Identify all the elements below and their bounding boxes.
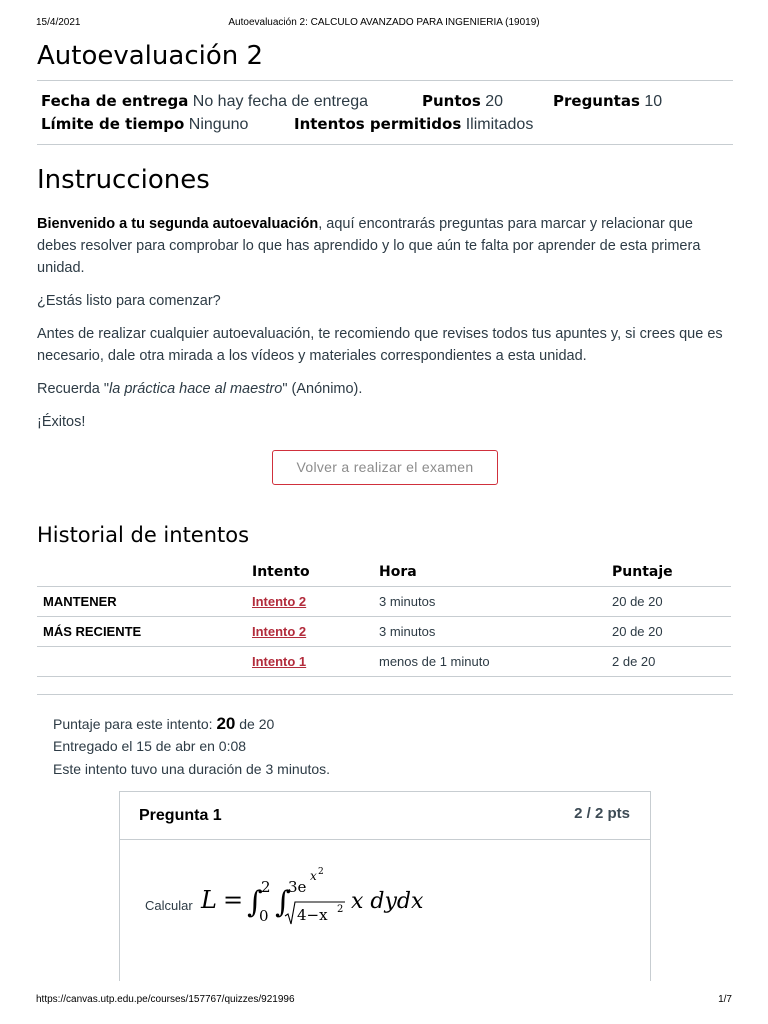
table-header-row bbox=[37, 558, 731, 586]
outer-upper-limit: 2 bbox=[260, 878, 271, 896]
formula-lhs: L bbox=[200, 886, 217, 914]
inner-lower-exponent: 2 bbox=[336, 904, 344, 915]
questions bbox=[553, 90, 662, 113]
retake-button-wrap bbox=[37, 450, 733, 485]
attempt-label: MÁS RECIENTE bbox=[37, 616, 246, 646]
points-label: Puntos bbox=[422, 92, 481, 110]
questions-value: 10 bbox=[644, 93, 663, 110]
instructions-heading: Instrucciones bbox=[37, 165, 210, 195]
formula-integrand: x dydx bbox=[350, 889, 424, 914]
attempt-history-table bbox=[37, 558, 731, 677]
score-suffix: de 20 bbox=[239, 715, 275, 732]
instructions-paragraph bbox=[37, 213, 733, 279]
allowed-attempts-value: Ilimitados bbox=[465, 116, 534, 133]
question-body bbox=[120, 840, 650, 932]
time-limit-label: Límite de tiempo bbox=[41, 115, 185, 133]
instructions-paragraph: Antes de realizar cualquier autoevaluación, te recomiendo que revises todos tus apuntes y, si crees que es necesario, dale otra mirada a los vídeos y materiales correspondientes a esta unidad. bbox=[37, 326, 723, 364]
integral-formula bbox=[199, 866, 499, 932]
inner-lower-radicand: 4−x bbox=[296, 906, 328, 924]
points bbox=[422, 90, 503, 113]
due-date-label: Fecha de entrega bbox=[41, 92, 189, 110]
attempt-cell bbox=[246, 586, 373, 616]
main-content bbox=[37, 38, 733, 981]
quiz-details bbox=[37, 81, 733, 144]
history-heading: Historial de intentos bbox=[37, 523, 250, 547]
integral-sign-inner: ∫ bbox=[274, 885, 291, 920]
attempt-summary bbox=[37, 694, 733, 781]
question-header bbox=[120, 792, 650, 840]
inner-upper-base: 3e bbox=[287, 878, 307, 896]
score-prefix: Puntaje para este intento: bbox=[53, 715, 213, 732]
instructions-body bbox=[37, 213, 733, 433]
attempt-score-line bbox=[53, 713, 733, 736]
attempt-cell bbox=[246, 616, 373, 646]
page-title: Autoevaluación 2 bbox=[37, 41, 264, 71]
divider bbox=[37, 144, 733, 145]
print-date: 15/4/2021 bbox=[36, 17, 81, 28]
quote-text: la práctica hace al maestro bbox=[109, 381, 283, 397]
attempt-label: MANTENER bbox=[37, 586, 246, 616]
attempt-time: 3 minutos bbox=[373, 586, 606, 616]
retake-quiz-button[interactable]: Volver a realizar el examen bbox=[272, 450, 498, 485]
instructions-paragraph: ¿Estás listo para comenzar? bbox=[37, 293, 221, 309]
due-date bbox=[41, 90, 368, 113]
points-value: 20 bbox=[485, 93, 504, 110]
column-header bbox=[37, 558, 246, 586]
quote-prefix: Recuerda " bbox=[37, 381, 110, 397]
allowed-attempts bbox=[294, 113, 533, 136]
instructions-paragraph bbox=[37, 378, 733, 400]
instructions-paragraph: ¡Éxitos! bbox=[37, 414, 86, 430]
score-value: 20 bbox=[216, 713, 236, 733]
quote-suffix: " (Anónimo). bbox=[282, 381, 363, 397]
outer-lower-limit: 0 bbox=[258, 907, 269, 925]
attempt-score: 20 de 20 bbox=[606, 616, 731, 646]
formula-equals: = bbox=[222, 886, 243, 914]
print-url: https://canvas.utp.edu.pe/courses/157767/quizzes/921996 bbox=[36, 994, 295, 1005]
instructions-text: , aquí encontrarás preguntas para marcar y relacionar que debes resolver para comprobar lo que has aprendido y lo que aún te falta por aprender de esta primera unidad. bbox=[37, 216, 701, 276]
duration-line: Este intento tuvo una duración de 3 minutos. bbox=[53, 760, 331, 777]
instructions-bold-text: Bienvenido a tu segunda autoevaluación bbox=[37, 216, 319, 232]
inner-upper-exponent: x bbox=[309, 869, 317, 883]
attempt-score: 2 de 20 bbox=[606, 646, 731, 676]
time-limit bbox=[41, 113, 248, 136]
attempt-label bbox=[37, 646, 246, 676]
quiz-details-row-2 bbox=[41, 113, 733, 136]
table-row bbox=[37, 616, 731, 646]
time-limit-value: Ninguno bbox=[188, 116, 249, 133]
page-number: 1/7 bbox=[718, 994, 732, 1005]
column-header: Intento bbox=[252, 563, 310, 580]
question-title: Pregunta 1 bbox=[139, 807, 222, 824]
integral-sign-outer: ∫ bbox=[246, 885, 263, 920]
question-prompt: Calcular bbox=[145, 897, 193, 913]
attempt-link[interactable]: Intento 2 bbox=[252, 623, 307, 639]
print-title: Autoevaluación 2: CALCULO AVANZADO PARA INGENIERIA (19019) bbox=[228, 17, 540, 28]
table-row bbox=[37, 646, 731, 676]
column-header: Puntaje bbox=[612, 563, 673, 580]
attempt-time: menos de 1 minuto bbox=[373, 646, 606, 676]
table-row bbox=[37, 586, 731, 616]
submitted-line: Entregado el 15 de abr en 0:08 bbox=[53, 738, 247, 754]
attempt-score: 20 de 20 bbox=[606, 586, 731, 616]
attempt-cell bbox=[246, 646, 373, 676]
quiz-details-row-1 bbox=[41, 90, 733, 113]
column-header: Hora bbox=[379, 563, 417, 580]
allowed-attempts-label: Intentos permitidos bbox=[294, 115, 462, 133]
attempt-time: 3 minutos bbox=[373, 616, 606, 646]
question-points: 2 / 2 pts bbox=[574, 805, 630, 822]
attempt-link[interactable]: Intento 2 bbox=[252, 593, 307, 609]
due-date-value: No hay fecha de entrega bbox=[192, 93, 368, 110]
questions-label: Preguntas bbox=[553, 92, 640, 110]
inner-upper-exponent-power: 2 bbox=[317, 867, 324, 877]
attempt-link[interactable]: Intento 1 bbox=[252, 653, 307, 669]
question-card bbox=[119, 791, 651, 981]
